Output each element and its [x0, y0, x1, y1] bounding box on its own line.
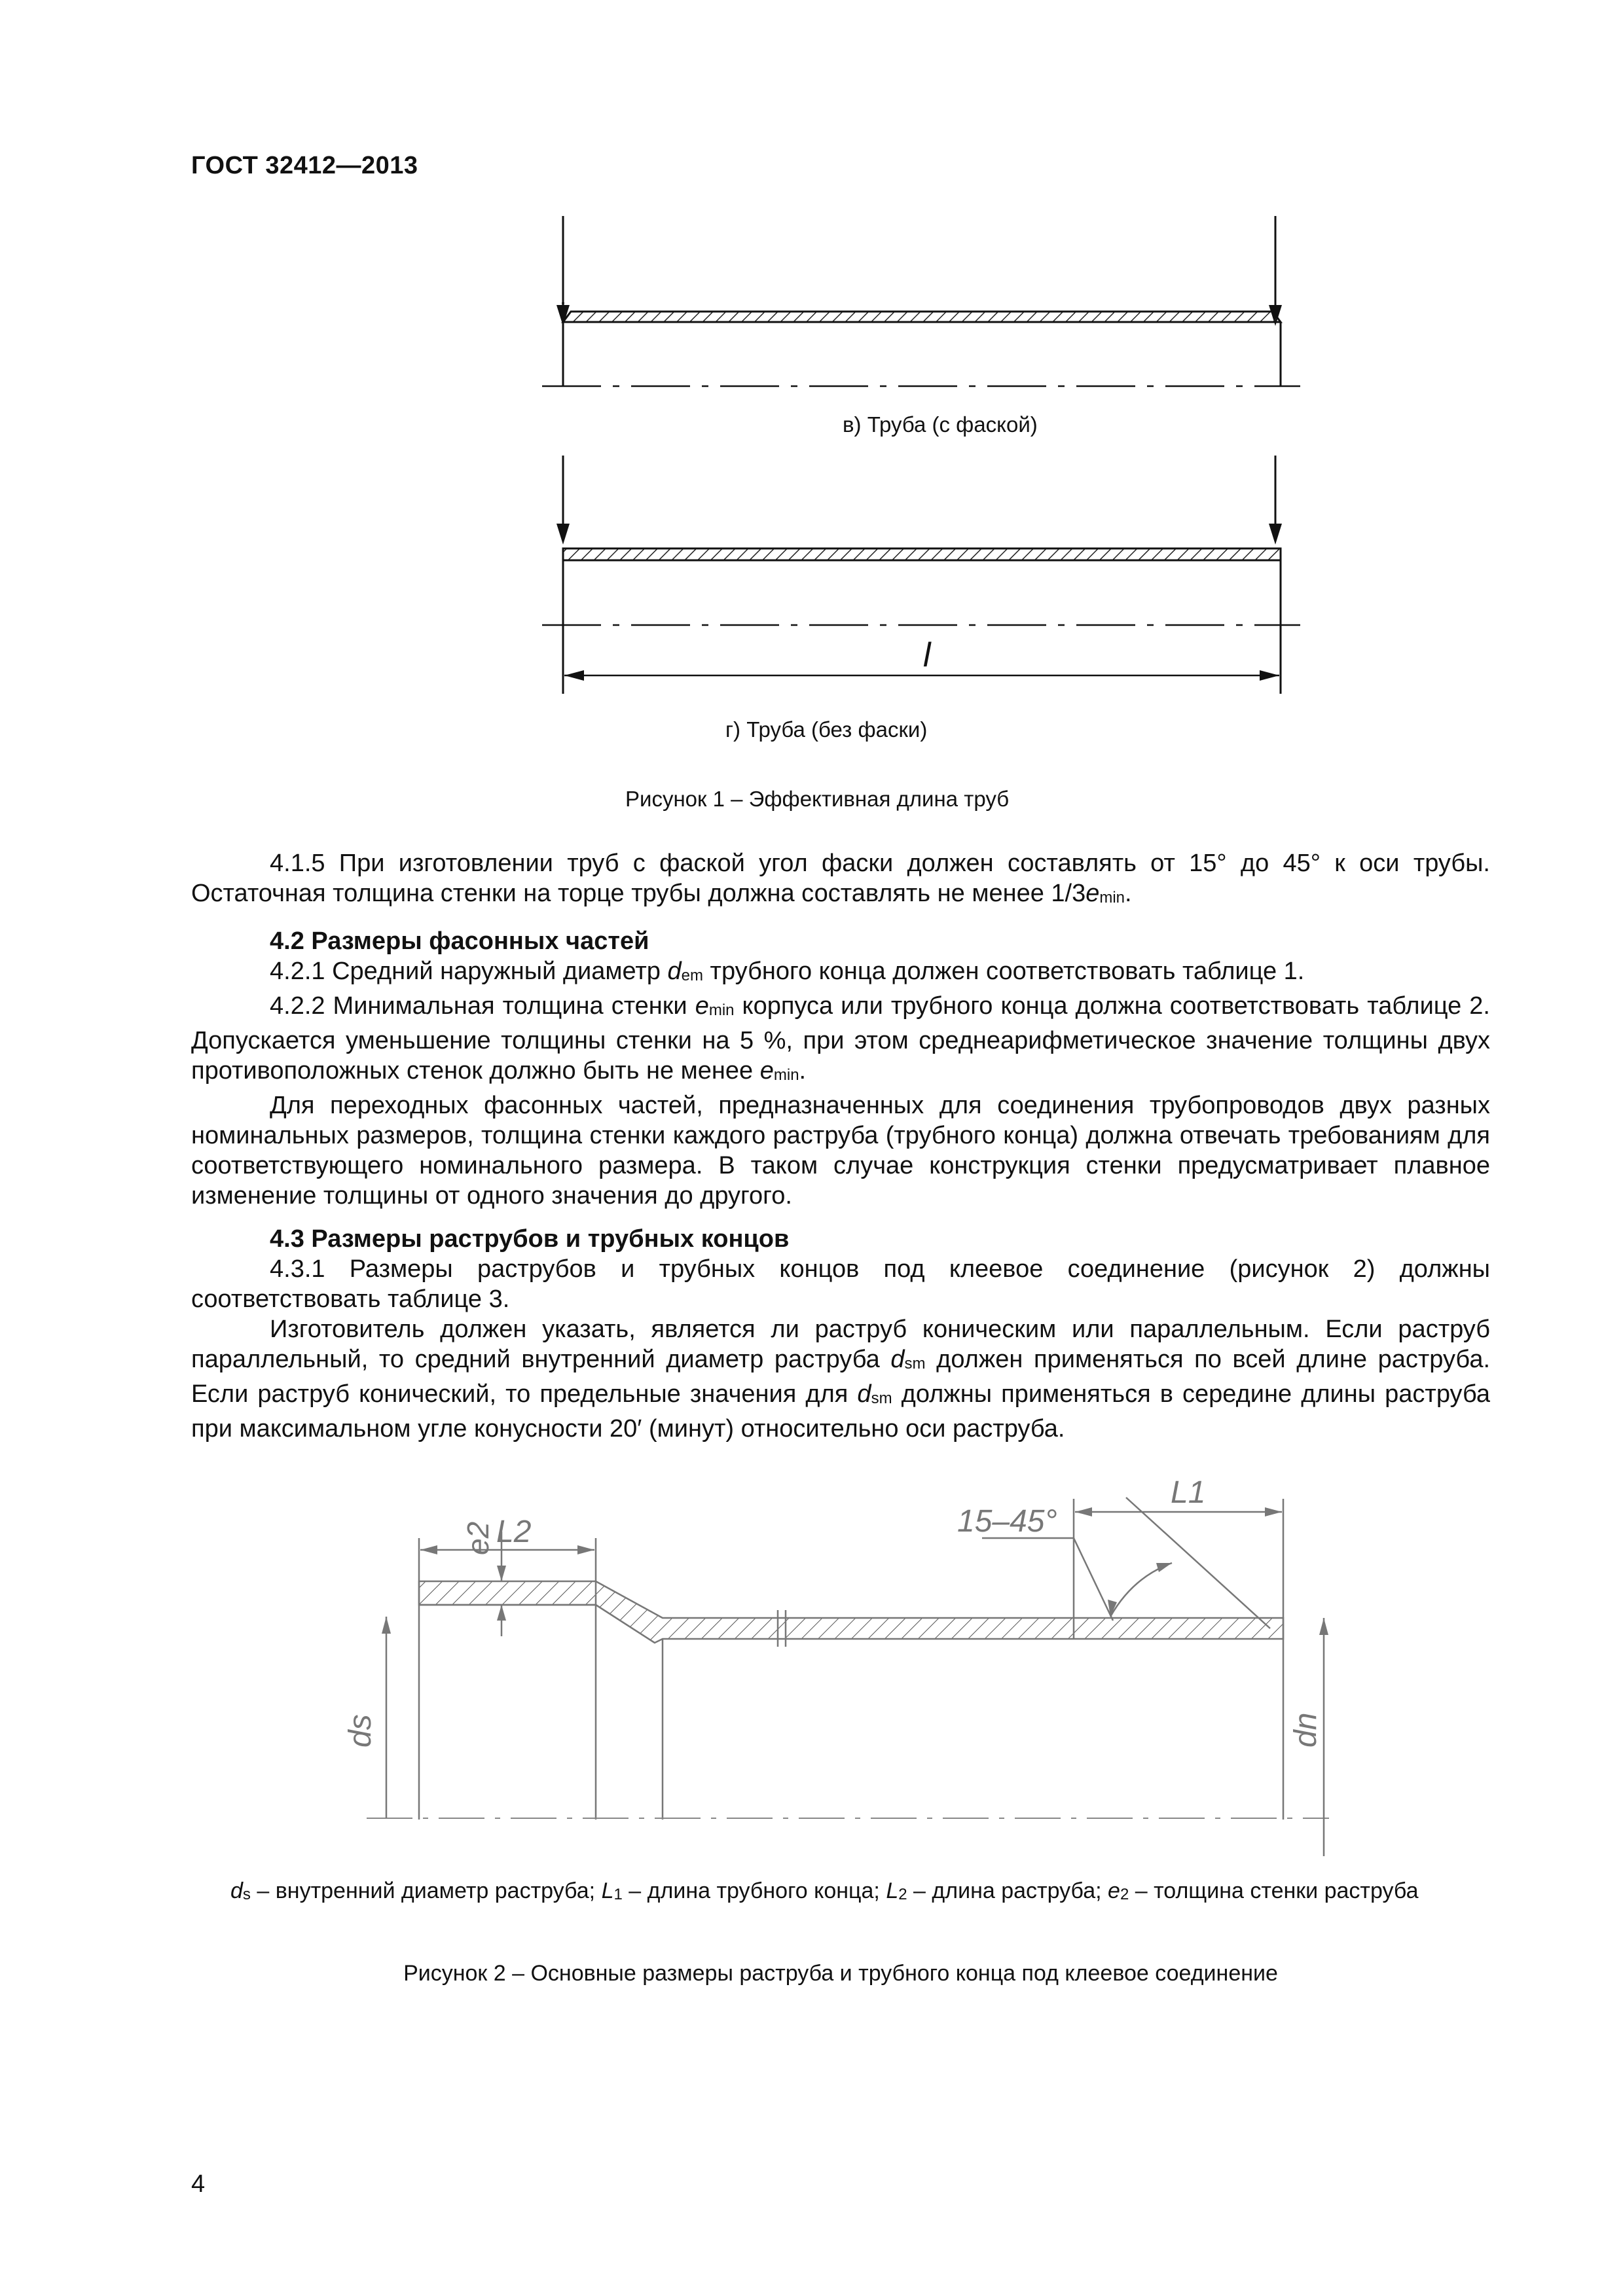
dimension-label-l: l [923, 636, 931, 674]
socket-and-spigot-section [367, 1498, 1329, 1856]
pipe-without-chamfer [542, 456, 1300, 694]
paragraph-4-3-1: 4.3.1 Размеры раструбов и трубных концов под клеевое соединение (рисунок 2) должны соответствовать таблице 3. [191, 1255, 1490, 1313]
figure-1-drawing [0, 0, 1623, 812]
dimension-label-angle: 15–45° [957, 1504, 1057, 1539]
dimension-label-dn: dn [1288, 1712, 1323, 1748]
page-number: 4 [191, 2170, 206, 2198]
pipe-with-chamfer [542, 216, 1300, 386]
body-text-block [191, 848, 1490, 1444]
caption-pipe-without-chamfer: г) Труба (без фаски) [725, 717, 928, 742]
caption-pipe-with-chamfer: в) Труба (с фаской) [843, 412, 1038, 437]
paragraph-4-1-5: 4.1.5 При изготовлении труб с фаской угол фаски должен составлять от 15° до 45° к оси трубы. Остаточная толщина стенки на торце трубы должна составлять не менее $1/3e_{min}$. [191, 850, 1490, 907]
dimension-label-L2: L2 [496, 1515, 532, 1549]
paragraph-manufacturer: Изготовитель должен указать, является ли раструб коническим или параллельным. Если раструб параллельный, то средний внутренний диаметр раструба $d_{sm}$ должен применяться по всей длине раструба. Если раструб конический, то предельные значения для $d_{sm}$ должны применяться в середине длины раструба при максимальном угле конусности 20′ (минут) относительно оси раструба. [191, 1316, 1491, 1443]
heading-4-3: 4.3 Размеры раструбов и трубных концов [270, 1225, 790, 1253]
heading-4-2: 4.2 Размеры фасонных частей [270, 927, 649, 955]
paragraph-4-2-2: 4.2.2 Минимальная толщина стенки $e_{min}$ корпуса или трубного конца должна соответствовать таблице 2. Допускается уменьшение толщины стенки на 5 %, при этом среднеарифметическое значение толщины двух противоположных стенок должно быть не менее $e_{min}$. [191, 992, 1490, 1085]
dimension-label-L1: L1 [1171, 1475, 1206, 1510]
figure-2-legend: $d_s$ – внутренний диаметр раструба; $L_1$ – длина трубного конца; $L_2$ – длина раструба; $e_2$ – толщина стенки раструба [230, 1878, 1419, 1903]
paragraph-transition-parts: Для переходных фасонных частей, предназначенных для соединения трубопроводов двух разных номинальных размеров, толщина стенки каждого раструба (трубного конца) должна отвечать требованиям для соответствующего номинального размера. В таком случае конструкция стенки предусматривает плавное изменение толщины от одного значения до другого. [191, 1092, 1490, 1210]
paragraph-4-2-1: 4.2.1 Средний наружный диаметр $d_{em}$ трубного конца должен соответствовать таблице 1. [270, 958, 1305, 985]
dimension-label-ds: ds [343, 1714, 378, 1748]
figure-2-drawing [0, 1440, 1623, 1872]
document-code-header: ГОСТ 32412—2013 [191, 152, 418, 179]
figure-2-caption: Рисунок 2 – Основные размеры раструба и трубного конца под клеевое соединение [403, 1961, 1278, 1986]
figure-1-caption: Рисунок 1 – Эффективная длина труб [625, 787, 1010, 811]
dimension-label-e2: e2 [461, 1521, 495, 1555]
